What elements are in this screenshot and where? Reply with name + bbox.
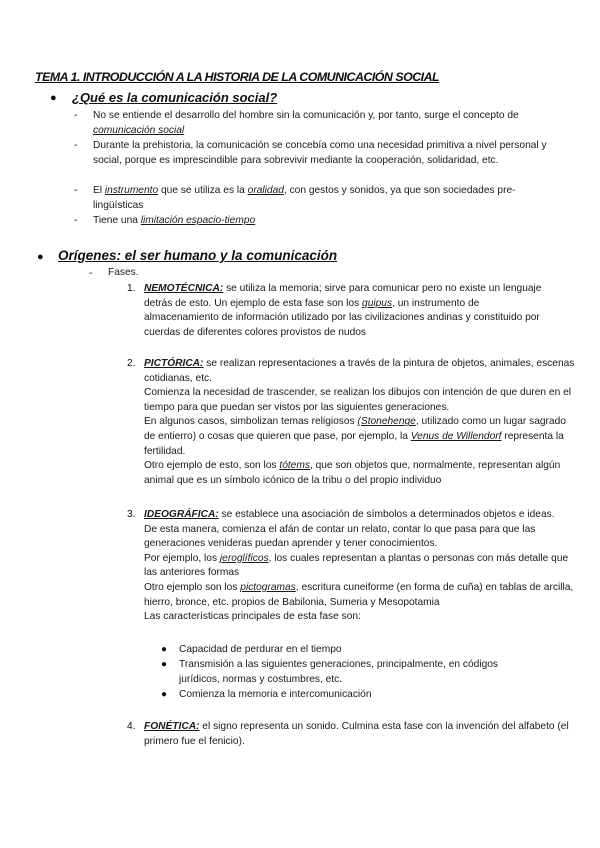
phase-ideografica xyxy=(144,508,576,625)
text-span: se establece una asociación de símbolos a determinados objetos e ideas. xyxy=(218,509,555,520)
bullet-icon: ● xyxy=(161,689,168,700)
document-title: TEMA 1. INTRODUCCIÓN A LA HISTORIA DE LA COMUNICACIÓN SOCIAL xyxy=(35,70,440,84)
phase-label: FONÉTICA: xyxy=(144,721,200,732)
phase-label: PICTÓRICA: xyxy=(144,358,204,369)
phase-paragraph xyxy=(144,552,576,581)
emphasis-span: oralidad xyxy=(247,185,284,196)
text-span: representa la fertilidad. xyxy=(144,430,564,457)
bullet-icon: ● xyxy=(50,92,57,104)
phase-label: IDEOGRÁFICA: xyxy=(144,509,219,520)
phase-fonetica xyxy=(144,720,576,749)
emphasis-span: instrumento xyxy=(104,185,159,196)
fases-label: Fases. xyxy=(108,267,139,278)
text-span: , con gestos y sonidos, ya que son sociedades pre-lingüísticas xyxy=(93,185,516,211)
paragraph-prehistory: Durante la prehistoria, la comunicación se concebía como una necesidad primitiva a nivel personal y social, porque es imprescindible para sobrevivir mediante la cooperación, solidaridad, etc. xyxy=(93,140,547,166)
text-span: El xyxy=(93,185,103,196)
phase-number: 3. xyxy=(127,509,136,520)
section-heading-origins: Orígenes: el ser humano y la comunicación xyxy=(58,248,338,263)
bullet-icon: ● xyxy=(161,659,168,670)
emphasis-span: Venus de Willendorf xyxy=(410,430,502,442)
emphasis-span: quipus xyxy=(362,297,393,309)
phase-label: NEMOTÉCNICA: xyxy=(144,283,224,294)
text-span: que se utiliza es la xyxy=(160,185,245,196)
dash-icon: - xyxy=(89,267,93,279)
characteristic-item: Capacidad de perdurar en el tiempo xyxy=(179,644,342,655)
text-span: , los cuales representan a plantas o personas con más detalle que las anteriores formas xyxy=(144,552,569,579)
phase-nemotecnica xyxy=(144,282,554,340)
emphasis-span: limitación espacio-tiempo xyxy=(140,215,256,226)
phase-paragraph: Comienza la necesidad de trascender, se realizan los dibujos con intención de que duren en el tiempo para que puedan ser vistos por las siguientes generaciones. xyxy=(144,387,572,413)
text-span: se utiliza la memoria; sirve para comunicar pero no existe un lenguaje detrás de esto. Un ejemplo de esta fase son los xyxy=(144,283,542,309)
text-span: se realizan representaciones a través de la pintura de objetos, animales, escenas cotidianas, etc. xyxy=(144,358,575,384)
paragraph-limitation xyxy=(93,214,573,229)
phase-paragraph xyxy=(144,357,576,386)
text-span: En algunos casos, simbolizan temas religiosos xyxy=(144,416,355,428)
emphasis-span: (Stonehenge xyxy=(357,416,416,428)
text-span: el signo representa un sonido. Culmina esta fase con la invención del alfabeto (el primero fue el fenicio). xyxy=(144,721,569,747)
emphasis-span: comunicación social xyxy=(93,124,185,136)
phase-number: 2. xyxy=(127,358,136,369)
phase-paragraph xyxy=(144,581,576,610)
section-heading-communication: ¿Qué es la comunicación social? xyxy=(72,90,278,105)
text-span: , escritura cuneiforme (en forma de cuña) en tablas de arcilla, hierro, bronce, etc. propios de Babilonia, Sumeria y Mesopotamia xyxy=(144,581,574,608)
text-span: Por ejemplo, los xyxy=(144,552,218,564)
text-span: , que son objetos que, normalmente, representan algún animal que es un símbolo icónico de la tribu o del propio individuo xyxy=(144,460,561,486)
paragraph-instrument xyxy=(93,184,553,213)
emphasis-span: pictogramas xyxy=(240,581,296,593)
phase-paragraph xyxy=(144,459,576,488)
dash-icon: - xyxy=(74,109,78,121)
phase-pictorica xyxy=(144,357,576,488)
phase-paragraph: Las características principales de esta fase son: xyxy=(144,611,361,623)
phase-paragraph: De esta manera, comienza el afán de contar un relato, contar lo que pasa para que las generaciones venideras puedan aprender y tener conocimientos. xyxy=(144,523,536,550)
characteristic-item: Transmisión a las siguientes generaciones, principalmente, en códigos jurídicos, normas y costumbres, etc. xyxy=(179,659,499,685)
emphasis-span: tótems xyxy=(279,460,310,472)
text-span: No se entiende el desarrollo del hombre sin la comunicación y, por tanto, surge el concepto de xyxy=(93,110,519,121)
dash-icon: - xyxy=(74,214,78,226)
phase-paragraph xyxy=(144,508,576,523)
text-span: , utilizado como un lugar sagrado de entierro) o cosas que quieren que pase, por ejemplo, la xyxy=(144,416,566,442)
text-span: Otro ejemplo de esto, son los xyxy=(144,460,277,472)
phase-number: 4. xyxy=(127,721,136,732)
text-span: Otro ejemplo son los xyxy=(144,581,238,593)
emphasis-span: jeroglíficos xyxy=(219,552,269,564)
phase-paragraph xyxy=(144,415,576,459)
dash-icon: - xyxy=(74,184,78,196)
bullet-icon: ● xyxy=(37,251,44,263)
characteristic-item: Comienza la memoria e intercomunicación xyxy=(179,689,372,700)
phase-number: 1. xyxy=(127,283,136,294)
paragraph-concept xyxy=(93,109,573,138)
dash-icon: - xyxy=(74,139,78,151)
bullet-icon: ● xyxy=(161,644,168,655)
text-span: Tiene una xyxy=(93,215,138,226)
text-span: , un instrumento de almacenamiento de información utilizado por las civilizaciones andinas y constituido por cuerdas de diferentes colores provistos de nudos xyxy=(144,297,540,338)
